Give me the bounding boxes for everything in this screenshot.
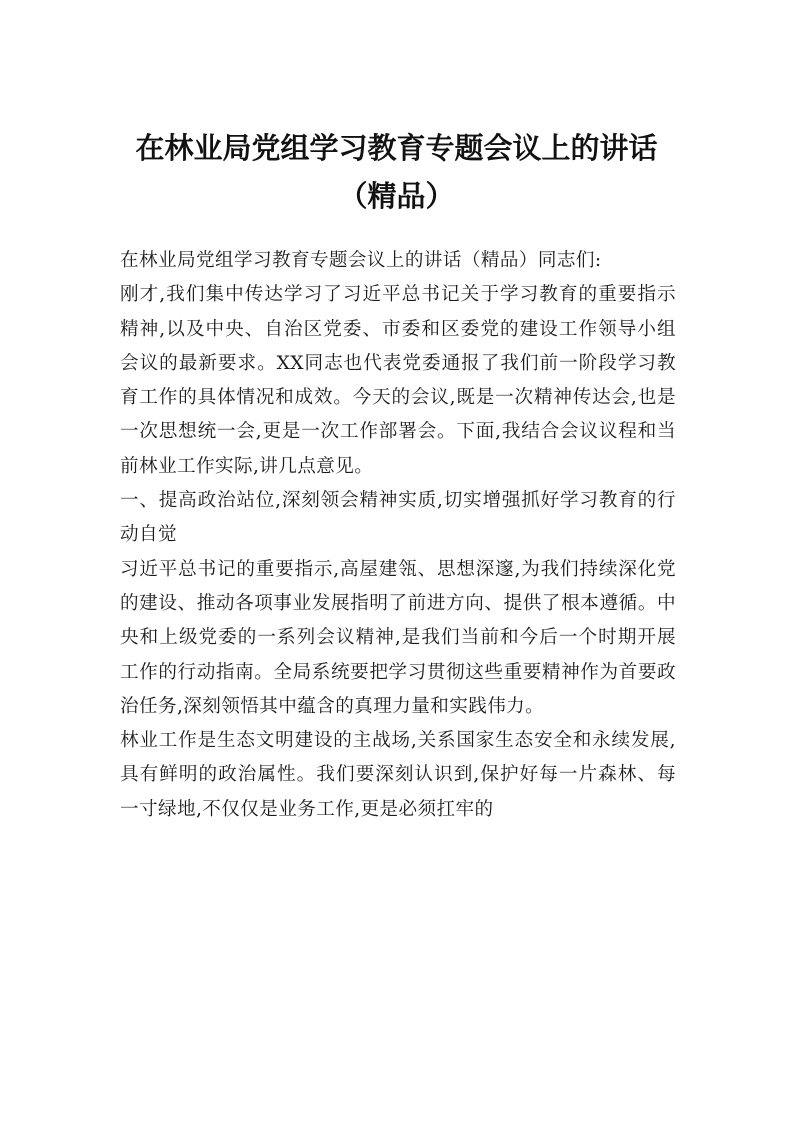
paragraph-greeting: 在林业局党组学习教育专题会议上的讲话（精品）同志们: <box>120 250 602 271</box>
section-heading-1: 一、提高政治站位,深刻领会精神实质,切实增强抓好学习教育的行动自觉 <box>120 490 676 546</box>
title-line-2: （精品） <box>338 179 455 213</box>
paragraph-body-2: 林业工作是生态文明建设的主战场,关系国家生态安全和永续发展,具有鲜明的政治属性。我们要深刻认识到,保护好每一片森林、每一寸绿地,不仅仅是业务工作,更是必须扛牢的 <box>120 730 676 820</box>
document-title <box>0 124 793 220</box>
paragraph-body-1: 习近平总书记的重要指示,高屋建瓴、思想深邃,为我们持续深化党的建设、推动各项事业发展指明了前进方向、提供了根本遵循。中央和上级党委的一系列会议精神,是我们当前和今后一个时期开展工作的行动指南。全局系统要把学习贯彻这些重要精神作为首要政治任务,深刻领悟其中蕴含的真理力量和实践伟力。 <box>120 558 676 717</box>
paragraph-intro: 刚才,我们集中传达学习了习近平总书记关于学习教育的重要指示精神,以及中央、自治区党委、市委和区委党的建设工作领导小组会议的最新要求。XX同志也代表党委通报了我们前一阶段学习教育工作的具体情况和成效。今天的会议,既是一次精神传达会,也是一次思想统一会,更是一次工作部署会。下面,我结合会议议程和当前林业工作实际,讲几点意见。 <box>120 284 676 477</box>
document-body <box>120 244 676 827</box>
title-line-1: 在林业局党组学习教育专题会议上的讲话 <box>135 131 658 165</box>
